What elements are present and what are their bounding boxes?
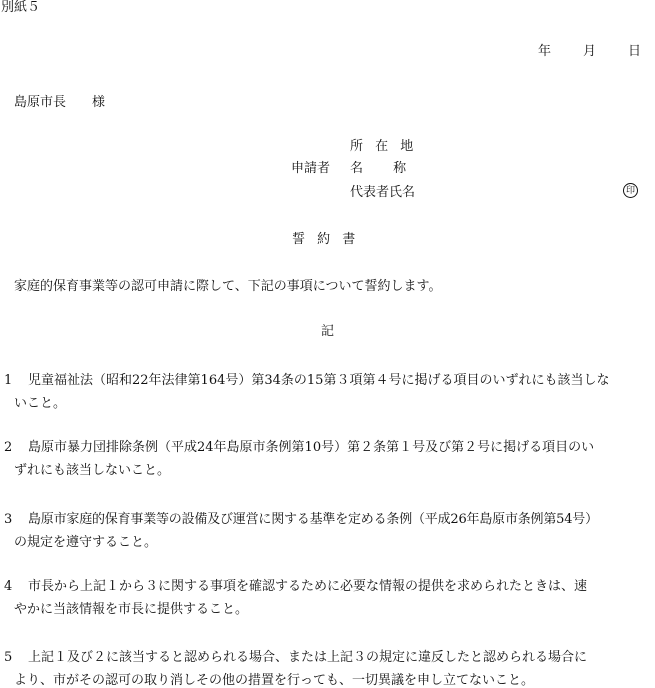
item-number: 3 — [4, 512, 13, 527]
item-text-line2: ずれにも該当しないこと。 — [14, 463, 171, 478]
item-text-line2: いこと。 — [14, 396, 67, 411]
document-title: 誓 約 書 — [292, 232, 356, 247]
item-text-line2: やかに当該情報を市長に提供すること。 — [14, 602, 249, 617]
date-year: 年 — [537, 44, 551, 59]
item-number: 4 — [4, 579, 13, 594]
date-line — [538, 45, 641, 58]
address-label: 所 在 地 — [350, 139, 414, 154]
representative-label: 代表者氏名 — [350, 185, 416, 200]
name-label: 名 称 — [350, 161, 407, 176]
applicant-label: 申請者 — [291, 161, 331, 176]
item-text-line1: 市長から上記１から３に関する事項を確認するために必要な情報の提供を求められたときは、速 — [28, 579, 588, 594]
item-text-line1: 上記１及び２に該当すると認められる場合、または上記３の規定に違反したと認められる場合に — [28, 650, 588, 665]
addressee-name: 島原市長 — [14, 95, 67, 110]
item-text-line2: の規定を遵守すること。 — [14, 535, 158, 550]
item-text-line1: 児童福祉法（昭和22年法律第164号）第34条の15第３項第４号に掲げる項目のいずれにも該当しな — [28, 373, 610, 388]
item-number: 1 — [4, 373, 13, 388]
item-text-line2: より、市がその認可の取り消しその他の措置を行っても、一切異議を申し立てないこと。 — [14, 673, 535, 688]
item-text-line1: 島原市家庭的保育事業等の設備及び運営に関する基準を定める条例（平成26年島原市条例第54号） — [28, 512, 598, 527]
seal-icon: 印 — [623, 183, 638, 198]
addressee-honorific: 様 — [92, 95, 106, 110]
form-number: 別紙５ — [1, 0, 41, 15]
date-month: 月 — [582, 44, 596, 59]
item-number: 5 — [4, 650, 13, 665]
item-text-line1: 島原市暴力団排除条例（平成24年島原市条例第10号）第２条第１号及び第２号に掲げる項目のい — [28, 440, 595, 455]
ki-heading: 記 — [321, 324, 335, 339]
addressee — [14, 96, 105, 109]
item-number: 2 — [4, 440, 13, 455]
date-day: 日 — [627, 44, 641, 59]
intro-text: 家庭的保育事業等の認可申請に際して、下記の事項について誓約します。 — [14, 279, 442, 294]
